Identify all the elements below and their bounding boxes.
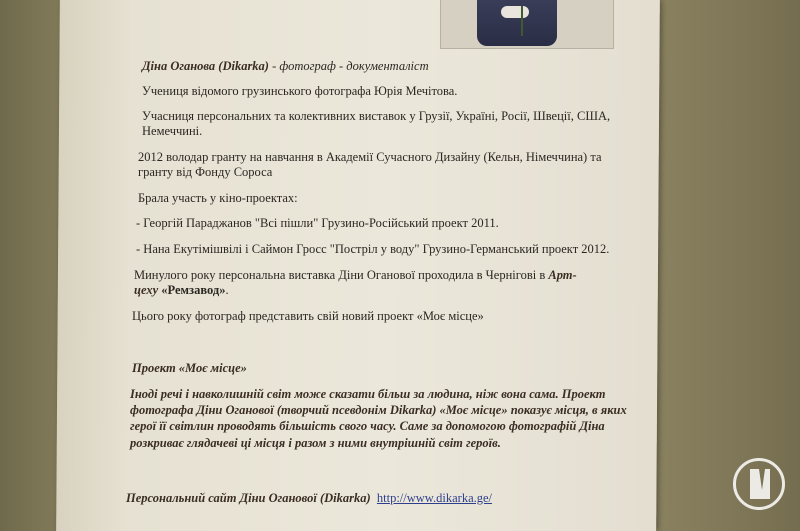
project-title: Проект «Моє місце» [132,361,247,375]
exhibition-line-2 [134,282,229,299]
photographer-name: Діна Оганова (Dikarka) [142,59,269,73]
portrait-photo [440,0,614,49]
art-label: Арт- [548,268,577,282]
wall-right [655,0,800,531]
new-project-line: Цього року фотограф представить свій новий проект «Моє місце» [132,309,484,323]
website-line [126,490,492,507]
poster-heading [142,58,429,75]
bio-line-4: 2012 володар гранту на навчання в Академії Сучасного Дизайну (Кельн, Німеччина) та [138,150,602,164]
website-link[interactable]: http://www.dikarka.ge/ [376,491,493,505]
bio-line-6: Брала участь у кіно-проектах: [138,191,298,205]
project-line-1: Іноді речі і навколишній світ може сказати більш за людина, ніж вона сама. Проект [130,387,606,401]
tsekh-label: цеху [134,283,159,297]
exhibition-text: Минулого року персональна виставка Діни Оганової проходила в Чернігові в [134,268,549,282]
bio-line-3: Немеччині. [142,124,203,138]
project-line-2: фотографа Діни Оганової (творчий псевдонім Dikarka) «Моє місце» показує місця, в яких [130,403,627,417]
bio-line-5: гранту від Фонду Сороса [138,165,273,179]
circle-v-logo-icon [733,458,785,510]
film-project-2: - Нана Екутімішвілі і Саймон Гросс "Постріл у воду" Грузино-Германський проект 2012. [136,242,610,256]
remzavod-label: «Ремзавод» [158,283,226,297]
project-line-3: герої її світлин проводять більшість свого часу. Саме за допомогою фотографій Діна [130,419,605,433]
bio-line-2: Учасниця персональних та колективних виставок у Грузії, Україні, Росії, Швеції, США, [142,109,611,123]
website-label: Персональний сайт Діни Оганової (Dikarka) [126,491,371,505]
logo-mark [750,469,770,499]
bio-line-1: Учениця відомого грузинського фотографа Юрія Мечітова. [142,84,458,98]
project-line-4: розкриває глядачеві ці місця і разом з ними внутрішній світ героїв. [130,436,501,450]
exhibition-period: . [225,283,229,297]
photographer-role: - фотограф - документаліст [268,59,429,73]
film-project-1: - Георгій Параджанов "Всі пішли" Грузино-Російський проект 2011. [136,216,499,230]
flower-icon [521,6,533,36]
